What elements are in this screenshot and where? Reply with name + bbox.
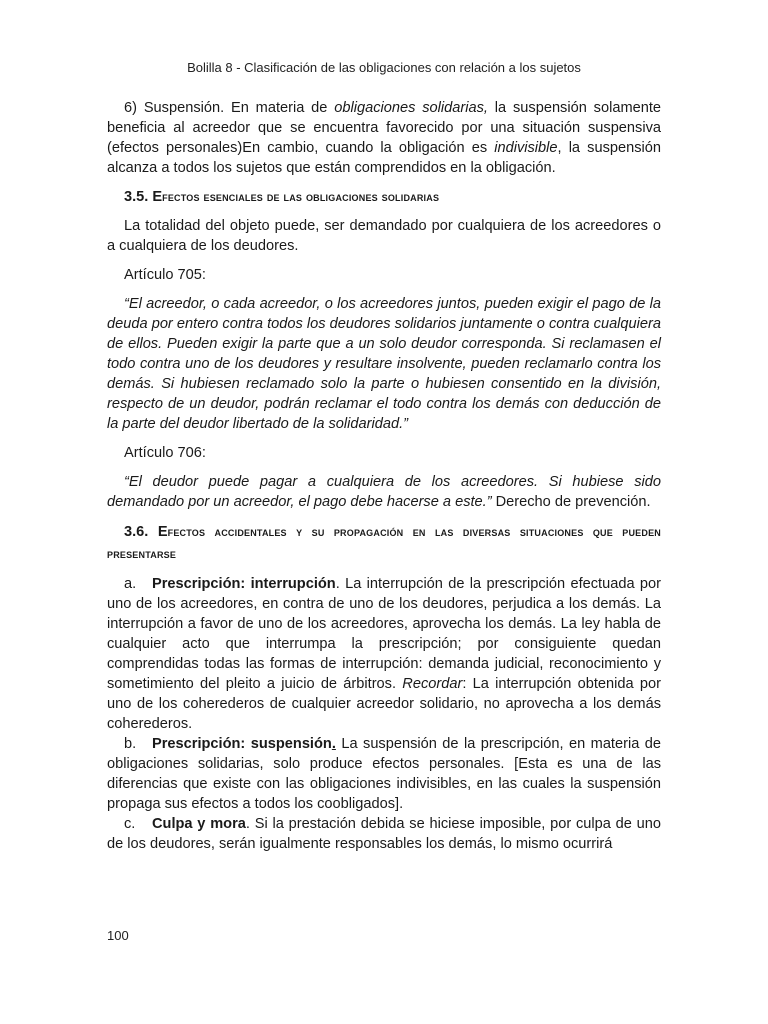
text-span: 6) Suspensión. En materia de	[124, 100, 335, 116]
article-706-quote: “El deudor puede pagar a cualquiera de los acreedores. Si hubiese sido demandado por un acreedor, el pago debe hacerse a este.”	[107, 474, 661, 510]
section-heading-3-5	[107, 187, 661, 207]
heading-initial: E	[152, 189, 163, 205]
page-header: Bolilla 8 - Clasificación de las obligaciones con relación a los sujetos	[187, 60, 581, 75]
list-item-label: c.	[124, 816, 136, 832]
heading-text: fectos esenciales de las obligaciones solidarias	[162, 189, 440, 204]
text-span: la suspensión solamente beneficia al acreedor que se encuentra favorecido por una situación suspensiva (efectos personales)En cambio, cuando la obligación es	[107, 100, 662, 156]
paragraph-totalidad: La totalidad del objeto puede, ser demandado por cualquiera de los acreedores o a cualquiera de los deudores.	[107, 218, 661, 254]
italic-span: obligaciones solidarias,	[334, 100, 488, 116]
italic-span: indivisible	[494, 140, 558, 156]
text-span: . Si la prestación debida se hiciese imposible, por culpa de uno de los deudores, serán igualmente responsables los demás, lo mismo ocurrirá	[107, 816, 662, 852]
paragraph-suspension	[107, 98, 661, 178]
text-span: Derecho de prevención.	[491, 494, 651, 510]
heading-number: 3.5.	[124, 189, 153, 205]
page-number: 100	[107, 928, 129, 943]
text-span: . La interrupción de la prescripción efectuada por uno de los acreedores, en contra de uno de los deudores, perjudica a los demás. La interrupción a favor de uno de los acreedores, aprovecha los demás. La ley habla de cualquier acto que interrumpa la prescripción; por consiguiente quedan comprendidas todas las formas de interrupción: demanda judicial, reconocimiento y sometimiento del pleito a juicio de árbitros.	[107, 576, 661, 692]
list-item-label: a.	[124, 576, 137, 592]
heading-text: fectos accidentales y su propagación en las diversas situaciones que pueden presentarse	[107, 524, 661, 561]
list-item-title: Prescripción: suspensión	[152, 736, 332, 752]
list-item-label: b.	[124, 736, 137, 752]
text-span: : La interrupción obtenida por uno de los coherederos de cualquier acreedor solidario, no aprovecha a los demás coherederos.	[107, 676, 661, 732]
list-item-c	[107, 814, 661, 854]
section-heading-3-6	[107, 521, 661, 565]
document-body	[107, 98, 661, 854]
article-706-paragraph	[107, 472, 661, 512]
text-span: La suspensión de la prescripción, en materia de obligaciones solidarias, solo produce efectos personales. [Esta es una de las diferencias que existe con las obligaciones indivisibles, en las cuales la suspensión propaga sus efectos a todos los coobligados].	[107, 736, 662, 812]
heading-initial: E	[157, 524, 168, 540]
article-705-label: Artículo 705:	[124, 267, 206, 283]
underlined-dot: .	[331, 736, 336, 752]
list-item-title: Prescripción: interrupción	[152, 576, 336, 592]
list-item-b	[107, 734, 661, 814]
text-span: , la suspensión alcanza a todos los sujetos que están comprendidos en la obligación.	[107, 140, 661, 176]
list-item-a	[107, 574, 661, 734]
article-706-label: Artículo 706:	[124, 445, 206, 461]
heading-number: 3.6.	[124, 524, 158, 540]
italic-span: Recordar	[402, 676, 463, 692]
list-item-title: Culpa y mora	[152, 816, 246, 832]
article-705-quote: “El acreedor, o cada acreedor, o los acreedores juntos, pueden exigir el pago de la deuda por entero contra todos los deudores solidarios juntamente o contra cualquiera de ellos. Pueden exigir la parte que a un solo deudor corresponda. Si reclamasen el todo contra uno de los deudores y resultare insolvente, pueden reclamarlo contra los demás. Si hubiesen reclamado solo la parte o hubiesen consentido en la división, respecto de un deudor, podrán reclamar el todo contra los demás con deducción de la parte del deudor libertado de la solidaridad.”	[107, 296, 661, 432]
